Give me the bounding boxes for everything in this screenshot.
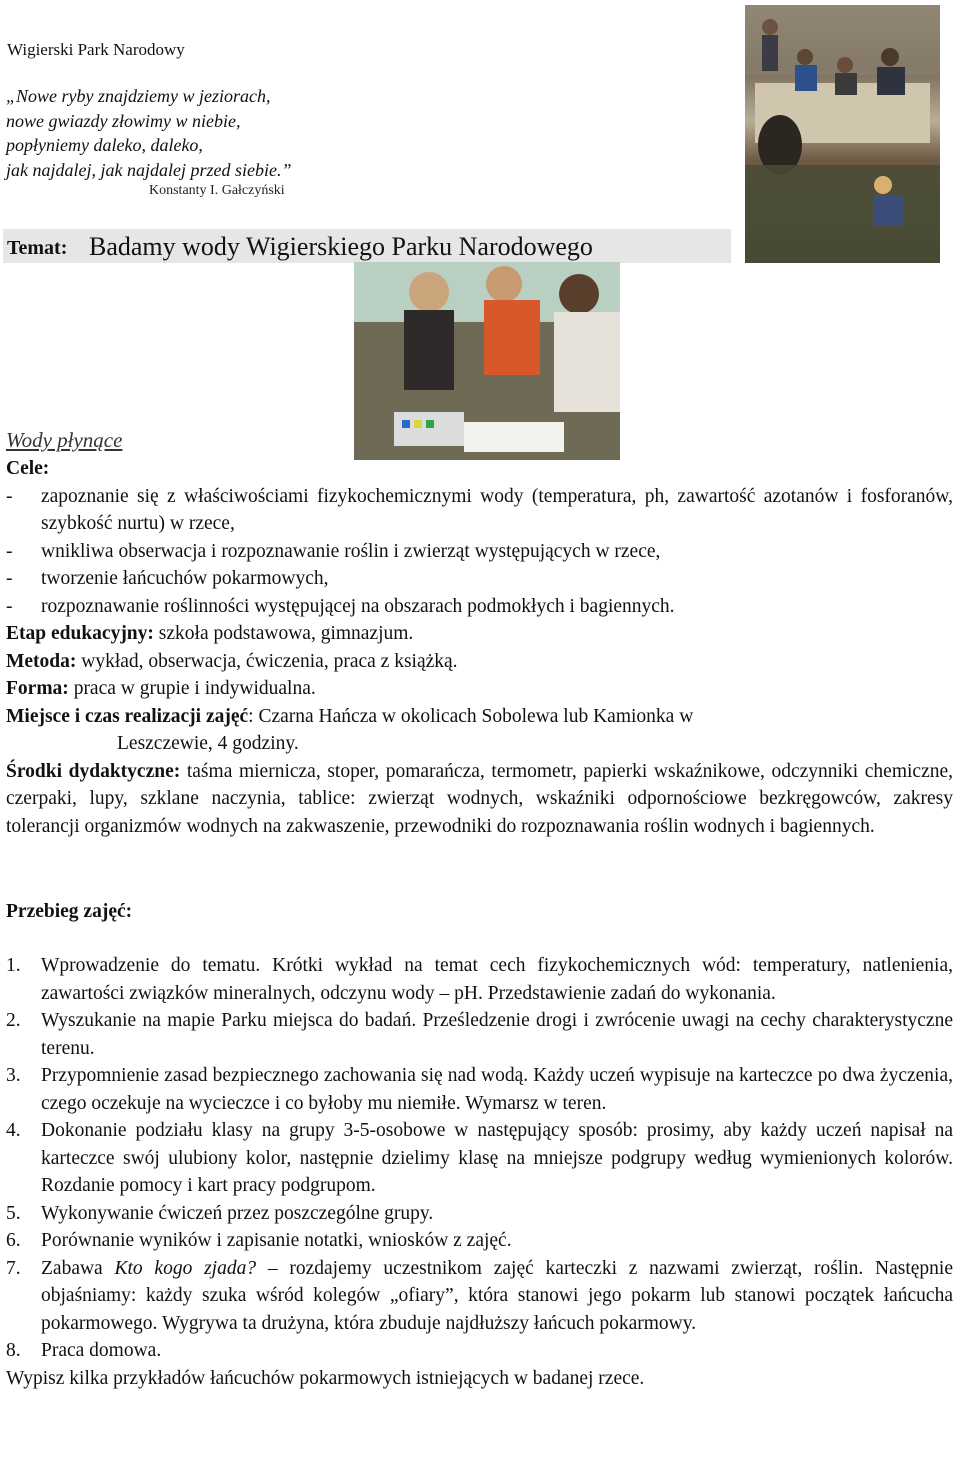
form-value: praca w grupie i indywidualna.: [73, 678, 316, 699]
list-item: 7. Zabawa Kto kogo zjada? – rozdajemy uczestnikom zajęć karteczki z nazwami zwierząt, roślin. Następnie objaśniamy: każdy szuka wśród kolegów „ofiary”, która stanowi jego pokarm lub stanowi początek łańcucha pokarmowego. Wygrywa ta drużyna, która zbuduje najdłuższy łańcuch pokarmowy.: [6, 1257, 953, 1334]
list-item: 4. Dokonanie podziału klasy na grupy 3-5-osobowe w następujący sposób: prosimy, aby każdy uczeń napisał na karteczce swój ulubiony kolor, następnie dzielimy klasę na mniejsze podgrupy według wymienionych kolorów. Rozdanie pomocy i kart pracy podgrupom.: [6, 1120, 953, 1196]
form-label: Forma:: [6, 678, 69, 699]
place-time: [6, 703, 953, 731]
method: [6, 648, 953, 676]
photo-students-at-culvert: [745, 5, 940, 263]
poem-author: Konstanty I. Gałczyński: [149, 183, 285, 198]
goals-section: [6, 455, 953, 840]
education-stage-label: Etap edukacyjny:: [6, 623, 154, 644]
list-item: 2. Wyszukanie na mapie Parku miejsca do badań. Prześledzenie drogi i zwrócenie uwagi na cechy charakterystyczne terenu.: [6, 1010, 953, 1059]
list-item: 1. Wprowadzenie do tematu. Krótki wykład na temat cech fizykochemicznych wód: temperatury, natlenienia, zawartości związków mineralnych, odczynu wody – pH. Przedstawienie zadań do wykonania.: [6, 955, 953, 1004]
poem-line: popłyniemy daleko, daleko,: [6, 135, 203, 155]
place-time-label: Miejsce i czas realizacji zajęć: [6, 705, 249, 727]
education-stage: [6, 620, 953, 648]
list-item: - zapoznanie się z właściwościami fizykochemicznymi wody (temperatura, ph, zawartość azotanów i fosforanów, szybkość nurtu) w rzece,: [6, 483, 953, 538]
method-value: wykład, obserwacja, ćwiczenia, praca z książką.: [81, 650, 458, 672]
course-heading: Przebieg zajęć:: [6, 901, 133, 922]
poem-line: „Nowe ryby znajdziemy w jeziorach,: [6, 86, 271, 106]
place-time-continuation: Leszczewie, 4 godziny.: [117, 733, 299, 754]
list-item: - rozpoznawanie roślinności występującej na obszarach podmokłych i bagiennych.: [6, 593, 953, 621]
teaching-aids-value: taśma miernicza, stoper, pomarańcza, termometr, papierki wskaźnikowe, odczynniki chemiczne, czerpaki, lupy, szklane naczynia, tablice: zwierząt wodnych, wskaźniki odpornościowe bezkręgowców, zakresy tolerancji organizmów wodnych na zakwaszenie, przewodniki do rozpoznawania roślin wodnych i bagiennych.: [6, 760, 954, 837]
list-item: 5. Wykonywanie ćwiczeń przez poszczególne grupy.: [6, 1202, 434, 1224]
form: [6, 675, 953, 703]
poem-line: nowe gwiazdy złowimy w niebie,: [6, 110, 241, 131]
education-stage-value: szkoła podstawowa, gimnazjum.: [158, 623, 414, 644]
goals-heading: Cele:: [6, 458, 50, 479]
topic-label: Temat:: [7, 237, 68, 259]
teaching-aids: [6, 758, 953, 841]
poem-line: jak najdalej, jak najdalej przed siebie.”: [6, 159, 292, 180]
list-item: - tworzenie łańcuchów pokarmowych,: [6, 565, 953, 593]
goals-list: [6, 483, 953, 621]
list-item: 6. Porównanie wyników i zapisanie notatki, wniosków z zajęć.: [6, 1230, 512, 1251]
course-section: [6, 952, 953, 1392]
topic-title: Badamy wody Wigierskiego Parku Narodowego: [89, 232, 593, 261]
list-item: 8. Praca domowa.: [6, 1340, 162, 1361]
place-time-value: : Czarna Hańcza w okolicach Sobolewa lub Kamionka w: [248, 705, 694, 727]
game-name: Kto kogo zjada?: [114, 1257, 257, 1279]
topic-bar: [3, 229, 731, 263]
homework-task: Wypisz kilka przykładów łańcuchów pokarmowych istniejących w badanej rzece.: [6, 1367, 645, 1389]
method-label: Metoda:: [6, 650, 77, 672]
list-item: 3. Przypomnienie zasad bezpiecznego zachowania się nad wodą. Każdy uczeń wypisuje na karteczce po dwa życzenia, czego oczekuje na wycieczce i co byłoby mu niemiłe. Wymarsz w teren.: [6, 1065, 953, 1114]
poem: [6, 84, 291, 182]
photo-students-with-test-kit: [354, 262, 620, 460]
teaching-aids-label: Środki dydaktyczne:: [6, 760, 181, 782]
section-heading-flowing-waters: Wody płynące: [6, 428, 123, 452]
list-item: - wnikliwa obserwacja i rozpoznawanie roślin i zwierząt występujących w rzece,: [6, 538, 953, 566]
park-name: Wigierski Park Narodowy: [7, 40, 185, 59]
course-steps: [6, 952, 953, 1365]
